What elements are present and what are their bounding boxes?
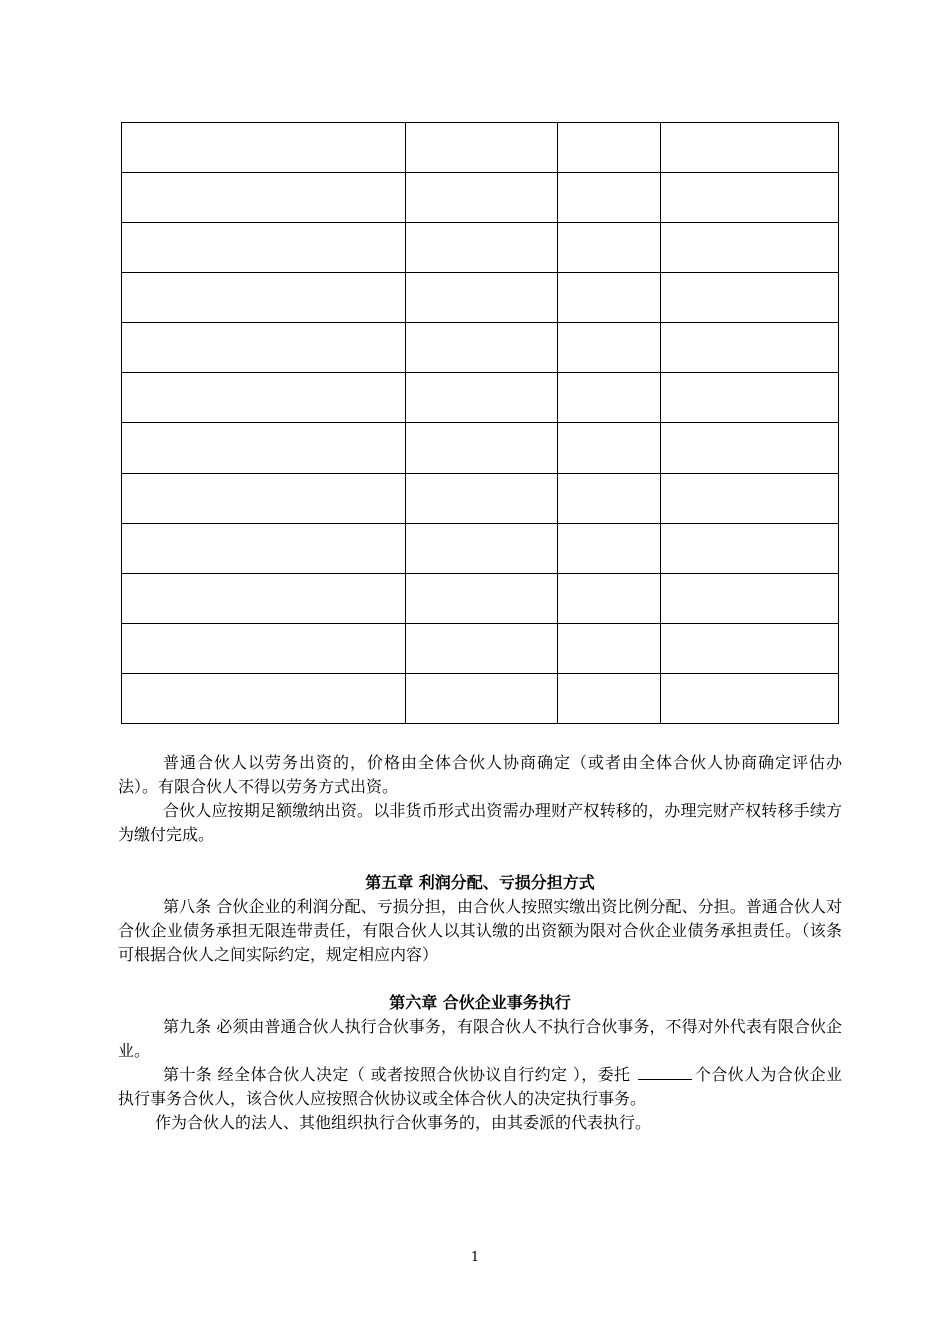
table-cell	[661, 173, 839, 223]
table-cell	[406, 173, 558, 223]
table-cell	[558, 473, 661, 523]
chapter5-title: 第五章 利润分配、亏损分担方式	[365, 873, 595, 892]
table-cell	[406, 123, 558, 173]
article10-text-after-blank: 个合伙人为合伙企业执行事务合伙人，该合伙人应按照合伙协议或全体合伙人的决定执行事务。	[118, 1065, 842, 1108]
table-row	[122, 173, 839, 223]
spacer	[118, 847, 842, 871]
table-row	[122, 573, 839, 623]
table-cell	[122, 523, 406, 573]
table-cell	[558, 173, 661, 223]
table-cell	[661, 423, 839, 473]
spacer	[118, 967, 842, 991]
document-body	[118, 751, 842, 1135]
representative-paragraph: 作为合伙人的法人、其他组织执行合伙事务的，由其委派的代表执行。	[155, 1113, 652, 1132]
table-cell	[661, 273, 839, 323]
table-row	[122, 673, 839, 723]
labor-contribution-paragraph: 普通合伙人以劳务出资的，价格由全体合伙人协商确定（或者由全体合伙人协商确定评估办法）。有限合伙人不得以劳务方式出资。	[118, 753, 842, 796]
payment-deadline-paragraph: 合伙人应按期足额缴纳出资。以非货币形式出资需办理财产权转移的，办理完财产权转移手续方为缴付完成。	[118, 801, 842, 844]
table-cell	[558, 323, 661, 373]
table-cell	[558, 423, 661, 473]
table-row	[122, 323, 839, 373]
table-body	[122, 123, 839, 724]
table-cell	[661, 673, 839, 723]
table-cell	[406, 673, 558, 723]
table-cell	[406, 523, 558, 573]
article10-text-before-blank: 第十条 经全体合伙人决定（ 或者按照合伙协议自行约定 ），委托	[163, 1065, 631, 1084]
table-cell	[558, 523, 661, 573]
table-cell	[122, 573, 406, 623]
table-cell	[558, 623, 661, 673]
table-row	[122, 473, 839, 523]
article8-paragraph: 第八条 合伙企业的利润分配、亏损分担，由合伙人按照实缴出资比例分配、分担。普通合伙人对合伙企业债务承担无限连带责任，有限合伙人以其认缴的出资额为限对合伙企业债务承担责任。（该条可根据合伙人之间实际约定，规定相应内容）	[118, 897, 842, 964]
chapter6-title: 第六章 合伙企业事务执行	[389, 993, 571, 1012]
table-cell	[661, 223, 839, 273]
table-cell	[558, 573, 661, 623]
table-cell	[406, 423, 558, 473]
table-cell	[122, 673, 406, 723]
table-cell	[661, 473, 839, 523]
page-number: 1	[470, 1250, 480, 1265]
table-cell	[406, 323, 558, 373]
table-cell	[406, 573, 558, 623]
table-cell	[122, 373, 406, 423]
table-cell	[558, 223, 661, 273]
table-cell	[558, 673, 661, 723]
table-cell	[122, 473, 406, 523]
capital-contribution-table	[121, 122, 839, 724]
table-cell	[122, 223, 406, 273]
table-row	[122, 523, 839, 573]
article9-paragraph: 第九条 必须由普通合伙人执行合伙事务，有限合伙人不执行合伙事务，不得对外代表有限合伙企业。	[118, 1017, 842, 1060]
partner-count-blank	[638, 1063, 692, 1080]
table-cell	[122, 423, 406, 473]
table-cell	[558, 373, 661, 423]
table-cell	[558, 123, 661, 173]
table-row	[122, 623, 839, 673]
table-row	[122, 373, 839, 423]
table-cell	[122, 123, 406, 173]
table-cell	[406, 373, 558, 423]
table-cell	[661, 323, 839, 373]
table-cell	[406, 223, 558, 273]
table-cell	[406, 473, 558, 523]
table-cell	[661, 523, 839, 573]
table-cell	[661, 123, 839, 173]
table-cell	[122, 623, 406, 673]
table-row	[122, 223, 839, 273]
table-cell	[661, 573, 839, 623]
table-row	[122, 423, 839, 473]
table-cell	[122, 173, 406, 223]
table-row	[122, 273, 839, 323]
table-cell	[122, 273, 406, 323]
table-cell	[406, 623, 558, 673]
table-cell	[558, 273, 661, 323]
article10-paragraph	[118, 1063, 842, 1111]
table-cell	[661, 623, 839, 673]
table-row	[122, 123, 839, 173]
table-cell	[661, 373, 839, 423]
table-cell	[406, 273, 558, 323]
table-cell	[122, 323, 406, 373]
